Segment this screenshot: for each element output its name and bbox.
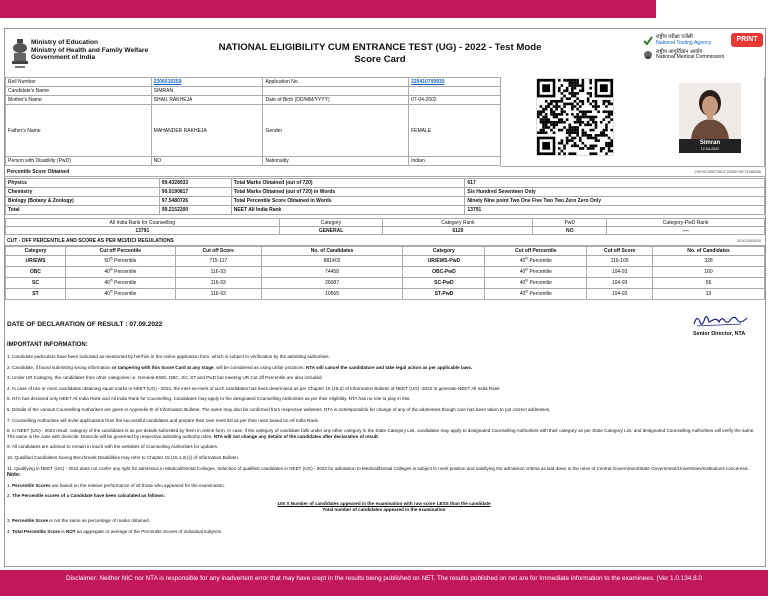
category-cell: ST-PwD <box>403 289 485 300</box>
nmc-emblem-icon <box>643 50 653 60</box>
percentile-formula <box>7 501 761 512</box>
candidate-name-label: Candidate's Name <box>6 87 152 96</box>
category-cell: OBC <box>6 267 66 278</box>
print-button[interactable]: PRINT <box>731 33 763 47</box>
dob-value: 07-04-2002 <box>409 96 501 105</box>
candidate-name-value: SIMRAN <box>151 87 263 96</box>
pwd-label: Person with Disability (PwD) <box>6 157 152 166</box>
score-cell: 715-117 <box>175 256 261 267</box>
note-item: 4. Total Percentile Score is NOT an aggregate or average of the Percentile Scores of individual subjects. <box>7 528 223 534</box>
cutoff-section-title: CUT - OFF PERCENTILE AND SCORE AS PER MCI/DCI REGULATIONS <box>7 238 174 244</box>
important-info <box>7 354 761 539</box>
info-item: 5. NTA has declared only NEET All India Rank and All India Rank for Counselling. Candidates may apply to the designated Counselling Authorities as per their eligibility. NTA has no role to play in this. <box>7 396 411 402</box>
count-cell: 13 <box>653 289 765 300</box>
percentile-cell: 40th Percentile <box>485 267 587 278</box>
table-row <box>6 197 765 206</box>
note-title: Note: <box>7 472 21 479</box>
summary-label: NEET All India Rank <box>231 206 465 215</box>
table-row <box>6 105 501 157</box>
signer-title: Senior Director, NTA <box>693 331 746 337</box>
summary-label: Total Marks Obtained (out of 720) in Words <box>231 188 465 197</box>
rank-value: ---- <box>607 227 765 235</box>
category-cell: SC-PwD <box>403 278 485 289</box>
rank-header: Category <box>279 219 383 227</box>
table-row <box>6 278 765 289</box>
national-emblem-icon <box>9 37 31 71</box>
ministry-health: Ministry of Health and Family Welfare <box>31 46 149 54</box>
info-item: 7. Counselling Authorities will invite applications from the successful candidates and prepare their own merit list as per their rules based on All India Rank. <box>7 417 320 423</box>
subject-label: Physics <box>6 179 160 188</box>
cutoff-header: Category <box>6 247 66 256</box>
percentile-cell: 40th Percentile <box>65 267 175 278</box>
signature-icon <box>691 312 751 330</box>
score-card <box>4 28 766 567</box>
subject-score: 97.5480726 <box>159 197 231 206</box>
formula-denominator: Total number of candidates appeared in the examination <box>322 506 446 512</box>
table-row <box>6 206 765 215</box>
rank-table <box>5 218 765 235</box>
cutoff-section-header <box>5 236 765 246</box>
ministry-education: Ministry of Education <box>31 39 99 46</box>
percentile-section-title: Percentile Score Obtained <box>7 169 70 175</box>
table-row <box>6 219 765 227</box>
category-cell: UR/EWS-PwD <box>403 256 485 267</box>
score-cell: 116-93 <box>175 278 261 289</box>
rank-header: Category-PwD Rank <box>607 219 765 227</box>
page-title <box>210 42 550 65</box>
score-cell: 116-105 <box>587 256 653 267</box>
percentile-cell: 40th Percentile <box>485 289 587 300</box>
count-cell: 74458 <box>261 267 403 278</box>
subject-label: Chemistry <box>6 188 160 197</box>
table-row <box>6 247 765 256</box>
subject-score: 99.4328933 <box>159 179 231 188</box>
cutoff-header: No. of Candidates <box>653 247 765 256</box>
qr-code <box>536 78 614 156</box>
declaration-date: DATE OF DECLARATION OF RESULT : 07.09.2022 <box>7 321 163 328</box>
category-cell: OBC-PwD <box>403 267 485 278</box>
info-item: 2. Candidate, if found submitting wrong information or tampering with this Score Card at any stage, will be considered as using unfair practices. NTA will cancel the candidature and take legal action as per applicable laws. <box>7 364 473 370</box>
table-row <box>6 96 501 105</box>
top-brand-bar <box>0 0 656 18</box>
subject-score: 99.0190817 <box>159 188 231 197</box>
score-cell: 104-93 <box>587 267 653 278</box>
count-cell: 10565 <box>261 289 403 300</box>
table-row <box>6 289 765 300</box>
pwd-value: NO <box>151 157 263 166</box>
dob-label: Date of Birth (DD/MM/YYYY) <box>263 96 409 105</box>
score-card-header <box>5 29 765 77</box>
rank-value: 6120 <box>383 227 533 235</box>
category-cell: ST <box>6 289 66 300</box>
table-row <box>6 256 765 267</box>
nmc-english: National Medical Commission <box>656 54 725 61</box>
score-cell: 116-93 <box>175 267 261 278</box>
info-item: 11. Qualifying in NEET (UG) - 2022 does not confer any right for admission in Medical/Dental Colleges. Selection of qualified candidates in NEET (UG) - 2022 for admission to Medical/Dental Colleges is subject to merit position and satisfying the admission criteria as laid down in the rules of Central Government/State Government/Universities/Institutions concerned. <box>7 465 749 471</box>
application-no-label: Application No. <box>263 78 409 87</box>
cutoff-header: Cut off Percentile <box>65 247 175 256</box>
cutoff-table <box>5 246 765 300</box>
category-cell: UR/EWS <box>6 256 66 267</box>
cutoff-header: Cut off Score <box>175 247 261 256</box>
roll-number-label: Roll Number <box>6 78 152 87</box>
cutoff-header: No. of Candidates <box>261 247 403 256</box>
gender-label: Gender <box>263 105 409 157</box>
note-item: 2. The Percentile scores of a Candidate have been calculated as follows: <box>7 493 166 499</box>
info-item: 3. Under UR Category, the candidates from other categories i.e. General-EWS, OBC, SC, ST and PwD but meeting UR Cut off Percentile are also included. <box>7 375 323 381</box>
application-no-link[interactable]: 220410700930 <box>411 79 445 85</box>
summary-value: Six Hundred Seventeen Only <box>465 188 765 197</box>
disclaimer-footer: Disclaimer: Neither NIC nor NTA is responsible for any inadvertent error that may have crept in the results being published on NET. The results published on net are for Immediate information to the examinees. (Ver 1.0.134.8.0 <box>0 570 768 596</box>
roll-number-link[interactable]: 2306010259 <box>153 79 182 85</box>
count-cell: 56 <box>653 278 765 289</box>
candidate-photo <box>679 83 741 153</box>
table-row <box>6 78 501 87</box>
info-item: 9. All candidates are advised to remain in touch with the websites of Counselling Authorities for updates. <box>7 444 219 450</box>
formula-numerator: 100 X Number of candidates appeared in the examination with raw score LESS than the candidate <box>277 500 491 506</box>
nta-english: National Testing Agency <box>656 39 712 46</box>
score-cell: 104-93 <box>587 289 653 300</box>
cutoff-header: Category <box>403 247 485 256</box>
summary-value: 617 <box>465 179 765 188</box>
subject-label: Biology (Botany & Zoology) <box>6 197 160 206</box>
percentile-cell: 50th Percentile <box>65 256 175 267</box>
note-item: 3. Percentile Score is not the same as percentage of marks obtained. <box>7 518 151 524</box>
subject-score: 99.2152200 <box>159 206 231 215</box>
category-cell: SC <box>6 278 66 289</box>
table-row <box>6 188 765 197</box>
info-item: 4. In case of two or more candidates obtaining equal marks in NEET (UG) - 2022, the inter-se-merit of such candidates has been determined as per Chapter 15 (15.2) of Information Bulletin of NEET (UG) -2022 to generate NEET All India Rank. <box>7 385 501 391</box>
nationality-value: Indian <box>409 157 501 166</box>
count-cell: 160 <box>653 267 765 278</box>
ministry-block <box>31 39 148 62</box>
gender-value: FEMALE <box>409 105 501 157</box>
nta-check-icon <box>643 36 653 46</box>
page-title-line2: Score Card <box>354 53 406 65</box>
percentile-score-table <box>5 178 765 215</box>
count-cell: 881402 <box>261 256 403 267</box>
photo-nameplate <box>679 139 741 153</box>
rank-value: 13791 <box>6 227 280 235</box>
note-item: 1. Percentile Scores are based on the relative performance of all those who appeared for the examination. <box>7 482 226 488</box>
percentile-section-header <box>5 167 765 177</box>
summary-value: Ninety Nine point Two One Five Two Two Zero Zero Only <box>465 197 765 206</box>
father-name-label: Father's Name <box>6 105 152 157</box>
rank-header: Category Rank <box>383 219 533 227</box>
info-item: 1. Candidate particulars have been indicated as mentioned by her/him in the online application form, which is subject to verification by the admitting authorities. <box>7 354 330 359</box>
summary-label: Total Marks Obtained (out of 720) <box>231 179 465 188</box>
cutoff-header: Cut off Score <box>587 247 653 256</box>
photo-name: Simran <box>699 140 721 146</box>
candidate-details-table <box>5 77 501 166</box>
cutoff-header: Cut off Percentile <box>485 247 587 256</box>
summary-value: 13791 <box>465 206 765 215</box>
summary-label: Total Percentile Score Obtained in Words <box>231 197 465 206</box>
score-hash: 295F8F2B5B7B81F15B8879672168808B <box>694 170 761 174</box>
important-info-title: IMPORTANT INFORMATION: <box>7 342 88 348</box>
info-item: 6. Details of the various Counselling Authorities are given in Appendix-III of Information Bulletin. The same may also be confirmed from respective websites. NTA is notresponsible for change of any of the addresses though care has been taken to put correct addresses. <box>7 406 551 412</box>
father-name-value: MAHANDER RAKHEJA <box>151 105 263 157</box>
percentile-cell: 40th Percentile <box>65 289 175 300</box>
info-item: 10. Qualified Candidates having Benchmark Disabilities may refer to Chapter 15 (15.1.2(c)) of Information Bulletin. <box>7 454 240 460</box>
percentile-cell: 45th Percentile <box>485 256 587 267</box>
photo-date: 12-04-2022 <box>700 147 720 151</box>
government-of-india: Government of India <box>31 54 96 62</box>
count-cell: 26087 <box>261 278 403 289</box>
nta-hindi: राष्ट्रीय परीक्षा एजेंसी <box>656 34 693 40</box>
nmc-logo <box>643 50 761 62</box>
nmc-hindi: राष्ट्रीय आयुर्विज्ञान आयोग <box>656 48 703 55</box>
count-cell: 328 <box>653 256 765 267</box>
percentile-cell: 40th Percentile <box>485 278 587 289</box>
rank-header: All India Rank for Counselling <box>6 219 280 227</box>
rank-header: PwD <box>533 219 607 227</box>
cutoff-ref: NTA22899524I <box>737 239 761 243</box>
rank-value: NO <box>533 227 607 235</box>
mother-name-value: SHAIL RAKHEJA <box>151 96 263 105</box>
percentile-cell: 40th Percentile <box>65 278 175 289</box>
nationality-label: Nationality <box>263 157 409 166</box>
rank-value: GENERAL <box>279 227 383 235</box>
table-row <box>6 157 501 166</box>
score-cell: 116-93 <box>175 289 261 300</box>
subject-label: Total <box>6 206 160 215</box>
page-title-line1: NATIONAL ELIGIBILITY CUM ENTRANCE TEST (UG) - 2022 - Test Mode <box>218 42 542 53</box>
table-row <box>6 267 765 278</box>
candidate-portrait-icon <box>679 83 741 139</box>
mother-name-label: Mother's Name <box>6 96 152 105</box>
table-row <box>6 227 765 235</box>
table-row <box>6 87 501 96</box>
table-row <box>6 179 765 188</box>
score-cell: 104-93 <box>587 278 653 289</box>
info-item: 8. In NEET (UG) - 2022 result, category of the candidates is as per details submitted by them in online form. In case, if the category of candidate falls under any other category in the State Category List, candidates may apply to designated Counselling Authorities with their category as per State Category List, and designated Counselling Authorities will verify the same. The same is the case with domicile. Domicile will be governed by respective admitting authority rules. NTA will not change any details of the candidates after declaration of result. <box>7 428 755 439</box>
